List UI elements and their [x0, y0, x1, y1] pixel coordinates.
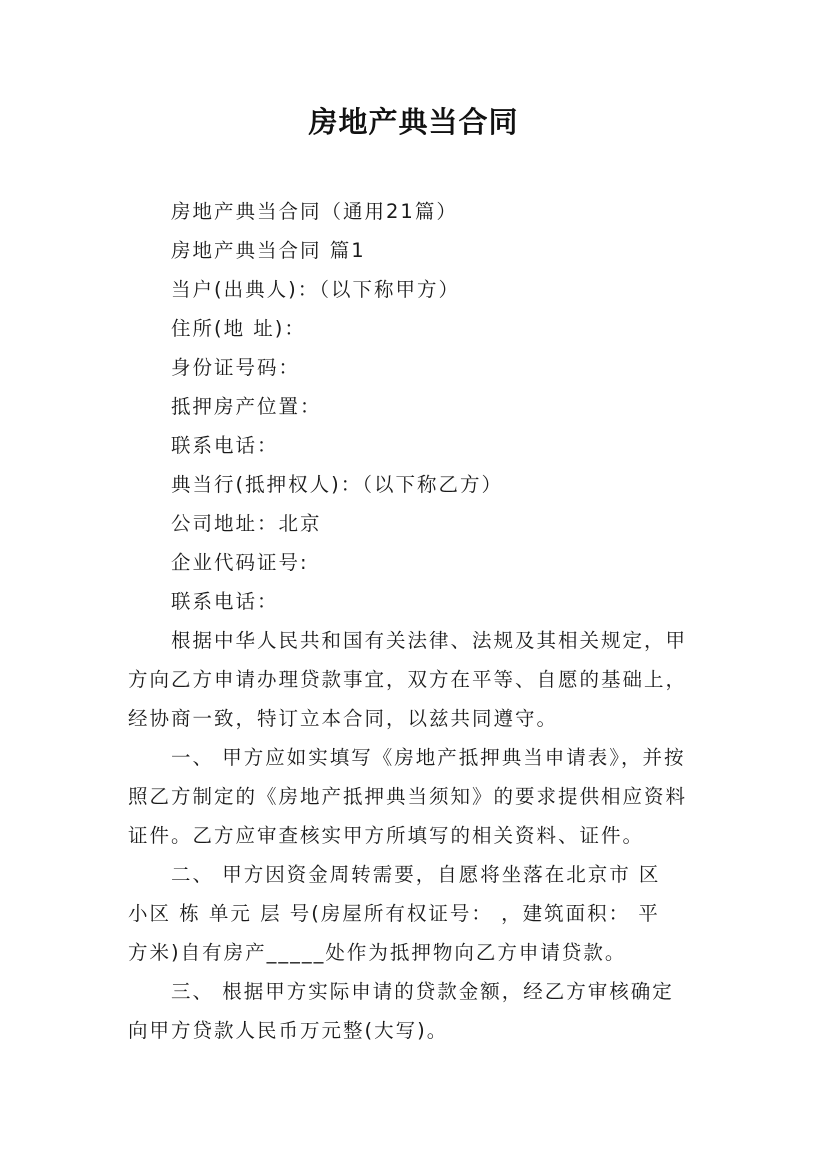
address-line: 住所(地 址)： — [171, 317, 306, 340]
phone-line: 联系电话： — [171, 434, 279, 457]
property-location-line: 抵押房产位置： — [171, 395, 322, 418]
company-address-line: 公司地址：北京 — [171, 512, 322, 535]
section-heading: 房地产典当合同 篇1 — [171, 239, 366, 262]
party-a-line: 当户(出典人)：（以下称甲方） — [171, 278, 460, 301]
clause-2-paragraph: 二、 甲方因资金周转需要，自愿将坐落在北京市 区 小区 栋 单元 层 号(房屋所有权证号： ，建筑面积： 平 方米)自有房产_____处作为抵押物向乙方申请贷款。 — [128, 863, 661, 964]
document-title: 房地产典当合同 — [308, 105, 519, 139]
enterprise-code-line: 企业代码证号: — [171, 551, 309, 574]
subtitle-line: 房地产典当合同（通用21篇） — [171, 200, 458, 223]
phone-line-b: 联系电话： — [171, 590, 279, 613]
clause-3-paragraph: 三、 根据甲方实际申请的贷款金额，经乙方审核确定 向甲方贷款人民币万元整(大写)。 — [128, 980, 674, 1042]
id-number-line: 身份证号码： — [171, 356, 301, 379]
preamble-paragraph: 根据中华人民共和国有关法律、法规及其相关规定，甲 方向乙方申请办理贷款事宜，双方在平等、自愿的基础上， 经协商一致，特订立本合同，以兹共同遵守。 — [128, 629, 688, 730]
clause-1-paragraph: 一、 甲方应如实填写《房地产抵押典当申请表》，并按 照乙方制定的《房地产抵押典当须知》的要求提供相应资料 证件。乙方应审查核实甲方所填写的相关资料、证件。 — [128, 746, 688, 847]
document-body — [128, 192, 708, 1050]
party-b-line: 典当行(抵押权人)：（以下称乙方） — [171, 473, 503, 496]
